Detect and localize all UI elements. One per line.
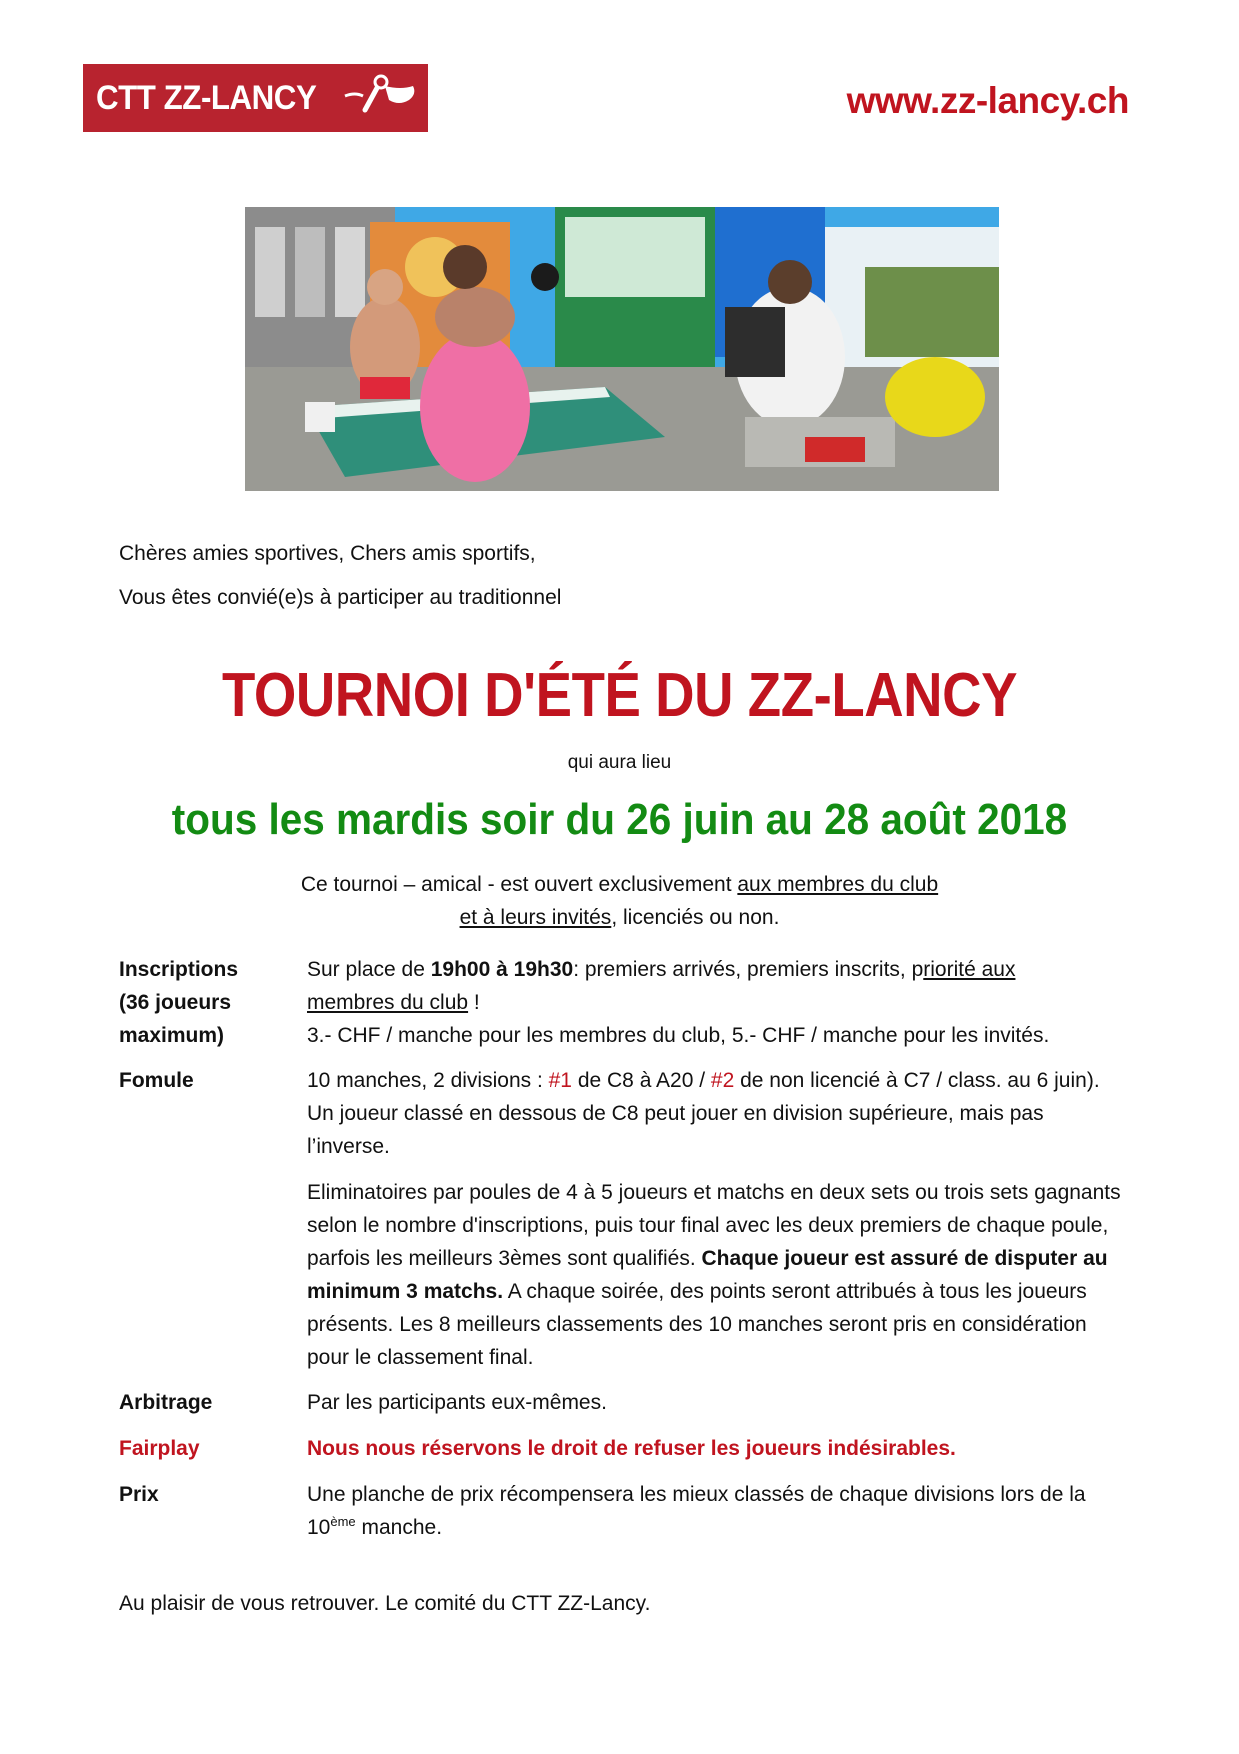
formule-p2c: A chaque soirée, des points seront attribués à tous les joueurs présents. Les 8 meilleurs classements des 10 manches seront pris en considération pour le classement final. [307, 1280, 1087, 1369]
inscriptions-fees: 3.- CHF / manche pour les membres du club, 5.- CHF / manche pour les invités. [307, 1024, 1050, 1047]
inscriptions-priority: riorité aux [923, 958, 1016, 981]
inscriptions-text [307, 953, 1127, 1052]
intro-part-2: , licenciés ou non. [611, 906, 780, 929]
formule-t1: 10 manches, 2 divisions : [307, 1069, 549, 1092]
club-logo [83, 64, 428, 132]
inscriptions-label-1: Inscriptions [119, 958, 239, 981]
tournament-photo [245, 207, 999, 491]
arbitrage-text: Par les participants eux-mêmes. [307, 1391, 607, 1414]
formule-label: Fomule [119, 1069, 194, 1092]
inscriptions-label-3: maximum) [119, 1024, 225, 1047]
inscriptions-t3: : premiers arrivés, premiers inscrits, p [573, 958, 924, 981]
greeting-line-2: Vous êtes convié(e)s à participer au traditionnel [119, 586, 562, 609]
prix-t1: Une planche de prix récompensera les mieux classés de chaque divisions lors de la 10 [307, 1483, 1086, 1539]
greeting-line-1: Chères amies sportives, Chers amis sportifs, [119, 542, 536, 565]
inscriptions-t6: ! [468, 991, 480, 1014]
tournament-dates: tous les mardis soir du 26 juin au 28 août 2018 [171, 795, 1068, 844]
inscriptions-time: 19h00 à 19h30 [430, 958, 574, 981]
intro-text [0, 868, 1239, 934]
formule-p2a: Eliminatoires par poules de 4 à 5 joueurs et matchs en deux sets ou trois sets gagnants selon le nombre d'inscriptions, puis tour final avec les deux premiers de chaque poule, parfois les meilleurs 3èmes sont qualifiés. [307, 1181, 1121, 1270]
subtitle: qui aura lieu [567, 752, 672, 773]
intro-part-1: Ce tournoi – amical - est ouvert exclusivement [300, 873, 738, 896]
formule-t2: de C8 à A20 / [571, 1069, 711, 1092]
arbitrage-label: Arbitrage [119, 1391, 213, 1414]
formule-p2b: Chaque joueur est assuré de disputer au minimum 3 matchs. [307, 1247, 1108, 1303]
formule-t3: de non licencié à C7 / class. au 6 juin). Un joueur classé en dessous de C8 peut jouer en division supérieure, mais pas l’inverse. [307, 1069, 1100, 1158]
division-1: #1 [548, 1069, 572, 1092]
page-title: TOURNOI D'ÉTÉ DU ZZ-LANCY [221, 661, 1018, 730]
fairplay-text: Nous nous réservons le droit de refuser les joueurs indésirables. [307, 1437, 956, 1460]
prix-t2: manche. [355, 1516, 443, 1539]
closing-text: Au plaisir de vous retrouver. Le comité du CTT ZZ-Lancy. [119, 1592, 651, 1615]
prix-sup: ème [330, 1514, 356, 1529]
division-2: #2 [710, 1069, 735, 1092]
fairplay-label: Fairplay [119, 1437, 200, 1460]
logo-text: CTT ZZ-LANCY [96, 78, 317, 117]
formule-text [307, 1064, 1127, 1374]
inscriptions-members: membres du club [307, 991, 469, 1014]
inscriptions-t1: Sur place de [307, 958, 431, 981]
prix-text [307, 1478, 1127, 1544]
inscriptions-label [119, 953, 238, 1052]
website-link[interactable]: www.zz-lancy.ch [846, 80, 1129, 121]
inscriptions-label-2: (36 joueurs [119, 991, 232, 1014]
prix-label: Prix [119, 1483, 159, 1506]
ping-pong-paddle-icon [341, 68, 421, 128]
intro-link-guests: et à leurs invités [459, 906, 612, 929]
intro-link-members: aux membres du club [737, 873, 939, 896]
